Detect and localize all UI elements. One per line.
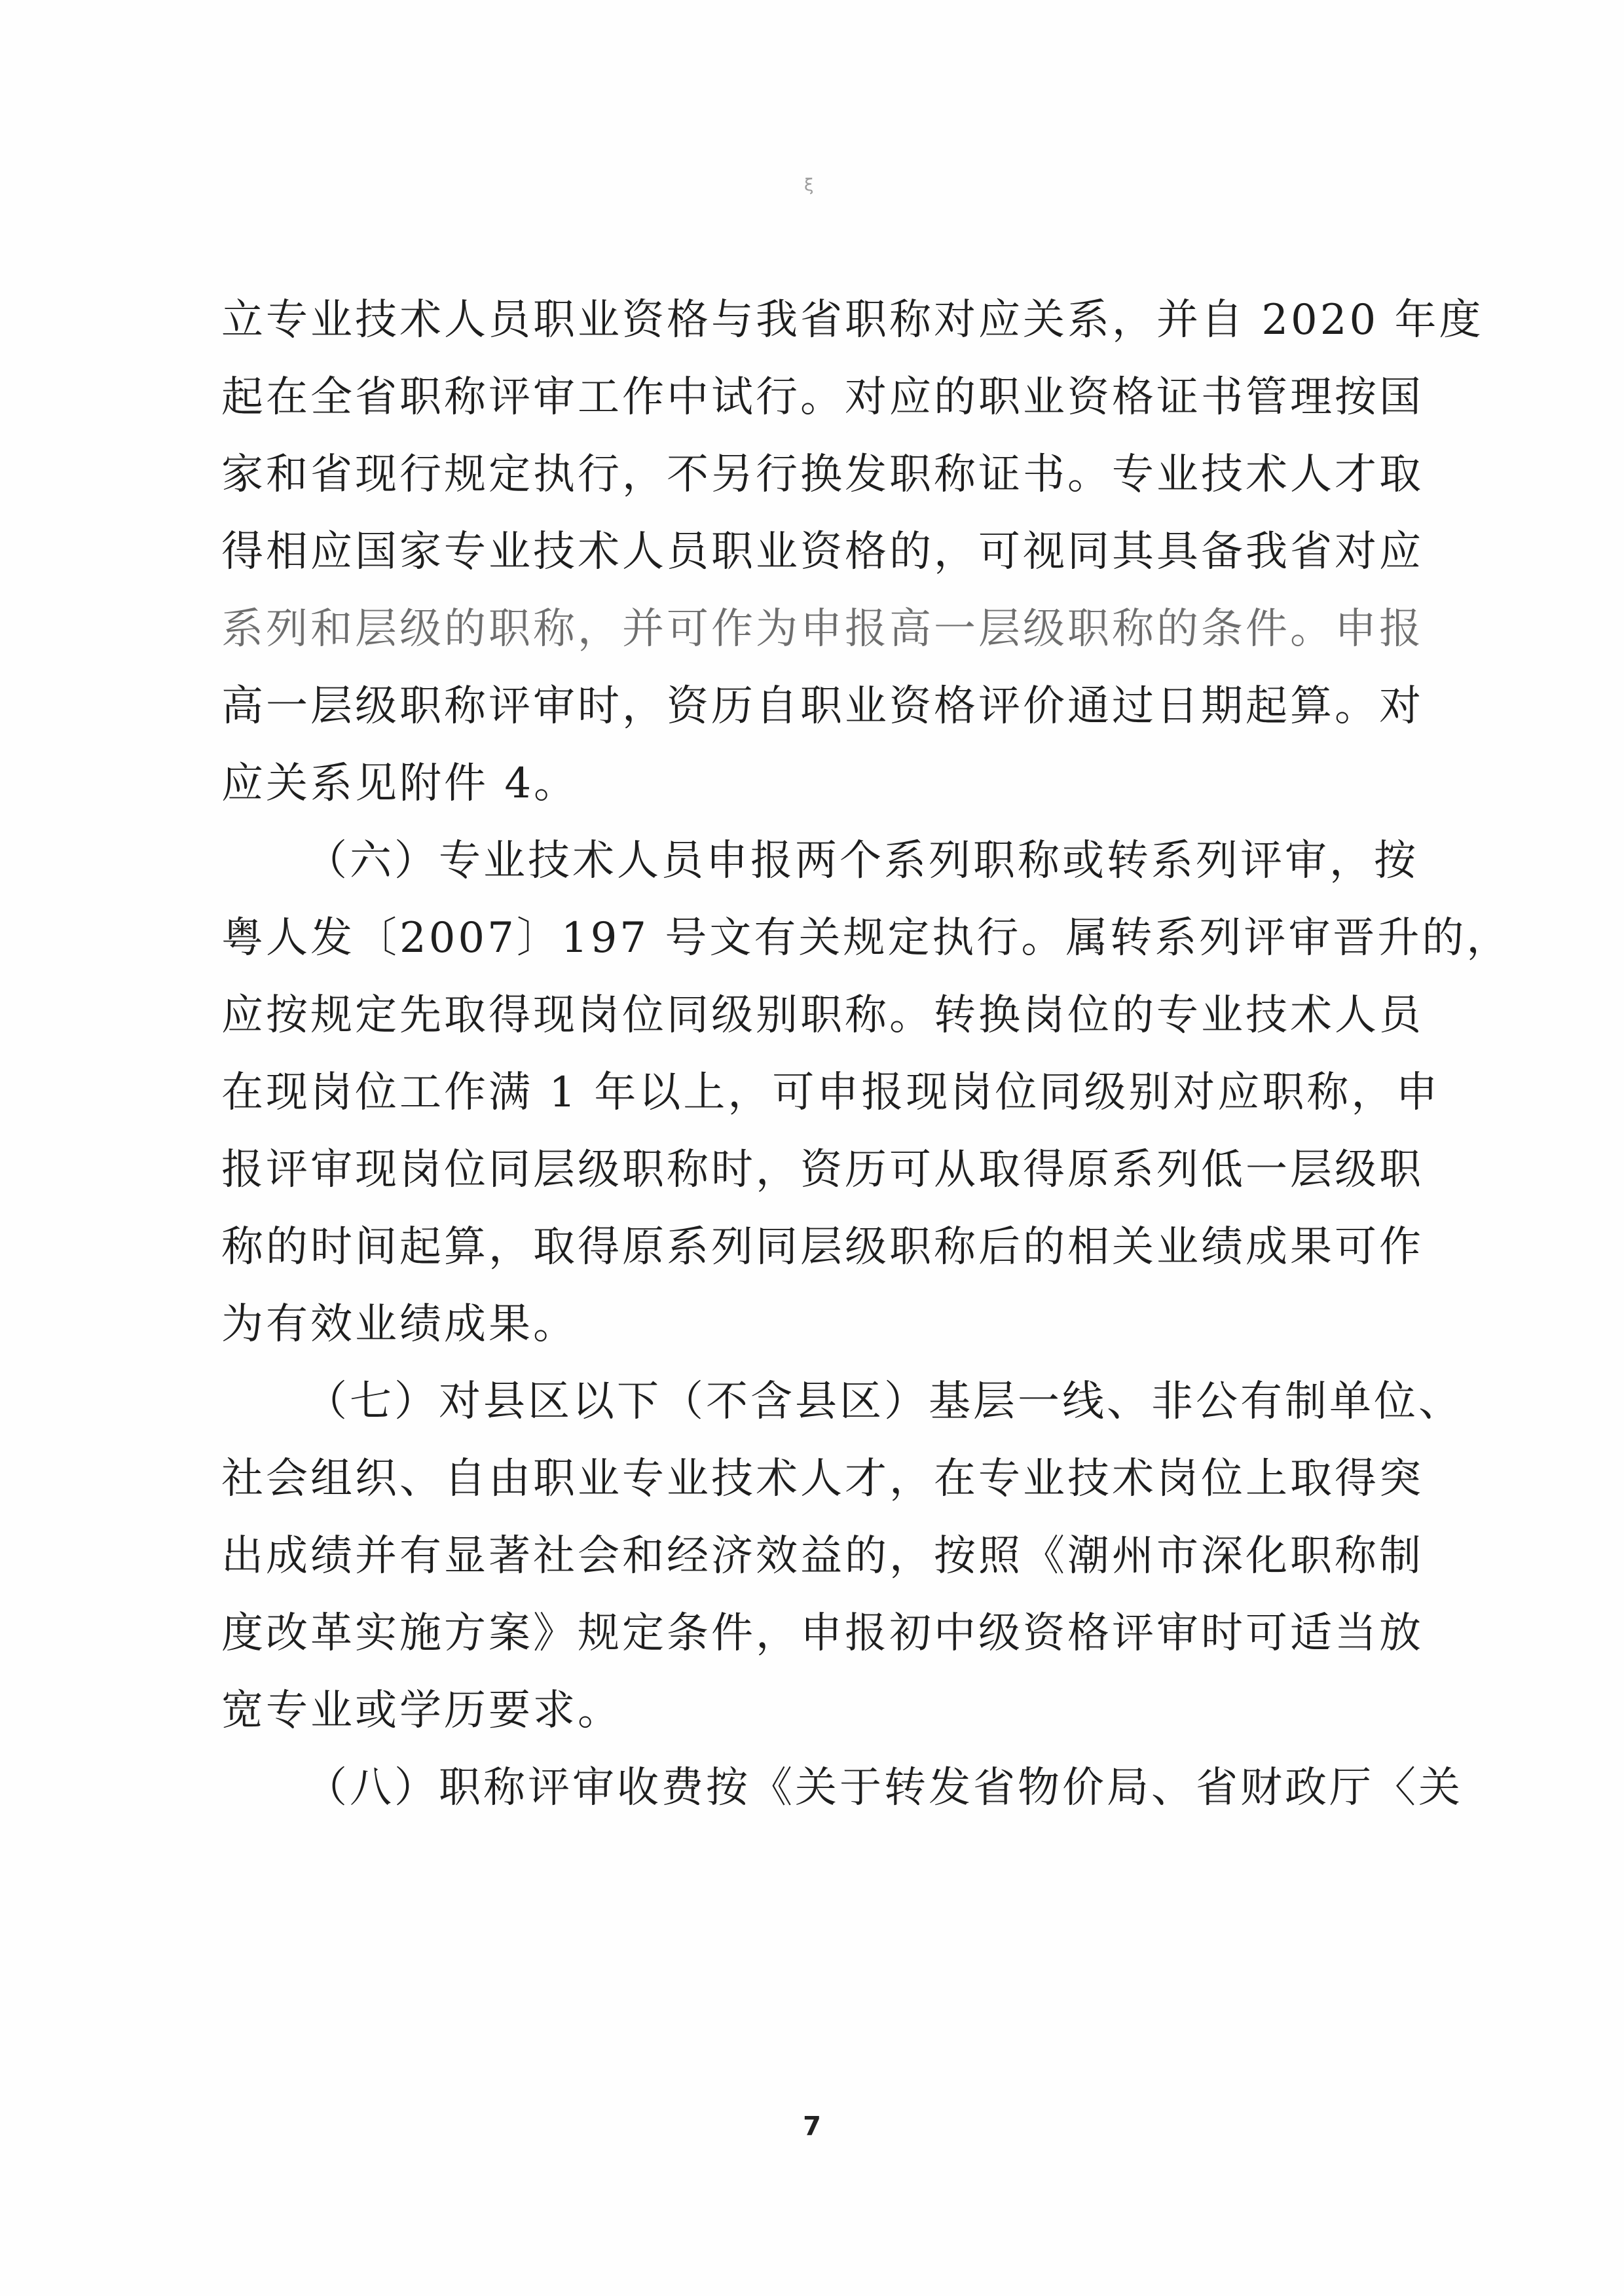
paragraph-line: 起在全省职称评审工作中试行。对应的职业资格证书管理按国 bbox=[221, 373, 1424, 422]
scan-mark: ξ bbox=[804, 175, 814, 195]
paragraph-line: 出成绩并有显著社会和经济效益的，按照《潮州市深化职称制 bbox=[221, 1532, 1424, 1580]
paragraph-first-line: （六）专业技术人员申报两个系列职称或转系列评审，按 bbox=[305, 837, 1418, 885]
paragraph-line: 应关系见附件 4。 bbox=[221, 759, 579, 808]
paragraph-line: 称的时间起算，取得原系列同层级职称后的相关业绩成果可作 bbox=[221, 1223, 1424, 1271]
document-body bbox=[221, 282, 1511, 1827]
paragraph-line: 立专业技术人员职业资格与我省职称对应关系，并自 2020 年度 bbox=[221, 296, 1484, 344]
page-number: 7 bbox=[803, 2111, 821, 2141]
paragraph-line: 系列和层级的职称，并可作为申报高一层级职称的条件。申报 bbox=[221, 605, 1424, 653]
paragraph-line: 应按规定先取得现岗位同级别职称。转换岗位的专业技术人员 bbox=[221, 991, 1424, 1040]
paragraph-line: 家和省现行规定执行，不另行换发职称证书。专业技术人才取 bbox=[221, 450, 1424, 499]
paragraph-line: 社会组织、自由职业专业技术人才，在专业技术岗位上取得突 bbox=[221, 1455, 1424, 1503]
paragraph-line: 宽专业或学历要求。 bbox=[221, 1686, 622, 1735]
paragraph-line: 为有效业绩成果。 bbox=[221, 1300, 578, 1349]
paragraph-line: 报评审现岗位同层级职称时，资历可从取得原系列低一层级职 bbox=[221, 1146, 1424, 1194]
paragraph-line: 高一层级职称评审时，资历自职业资格评价通过日期起算。对 bbox=[221, 682, 1424, 731]
paragraph-line: 度改革实施方案》规定条件，申报初中级资格评审时可适当放 bbox=[221, 1609, 1424, 1658]
paragraph-line: 在现岗位工作满 1 年以上，可申报现岗位同级别对应职称，申 bbox=[221, 1068, 1441, 1117]
paragraph-first-line: （八）职称评审收费按《关于转发省物价局、省财政厅〈关 bbox=[305, 1764, 1463, 1812]
paragraph-first-line: （七）对县区以下（不含县区）基层一线、非公有制单位、 bbox=[305, 1377, 1463, 1426]
paragraph-line: 粤人发〔2007〕197 号文有关规定执行。属转系列评审晋升的， bbox=[221, 914, 1511, 962]
paragraph-line: 得相应国家专业技术人员职业资格的，可视同其具备我省对应 bbox=[221, 528, 1424, 576]
